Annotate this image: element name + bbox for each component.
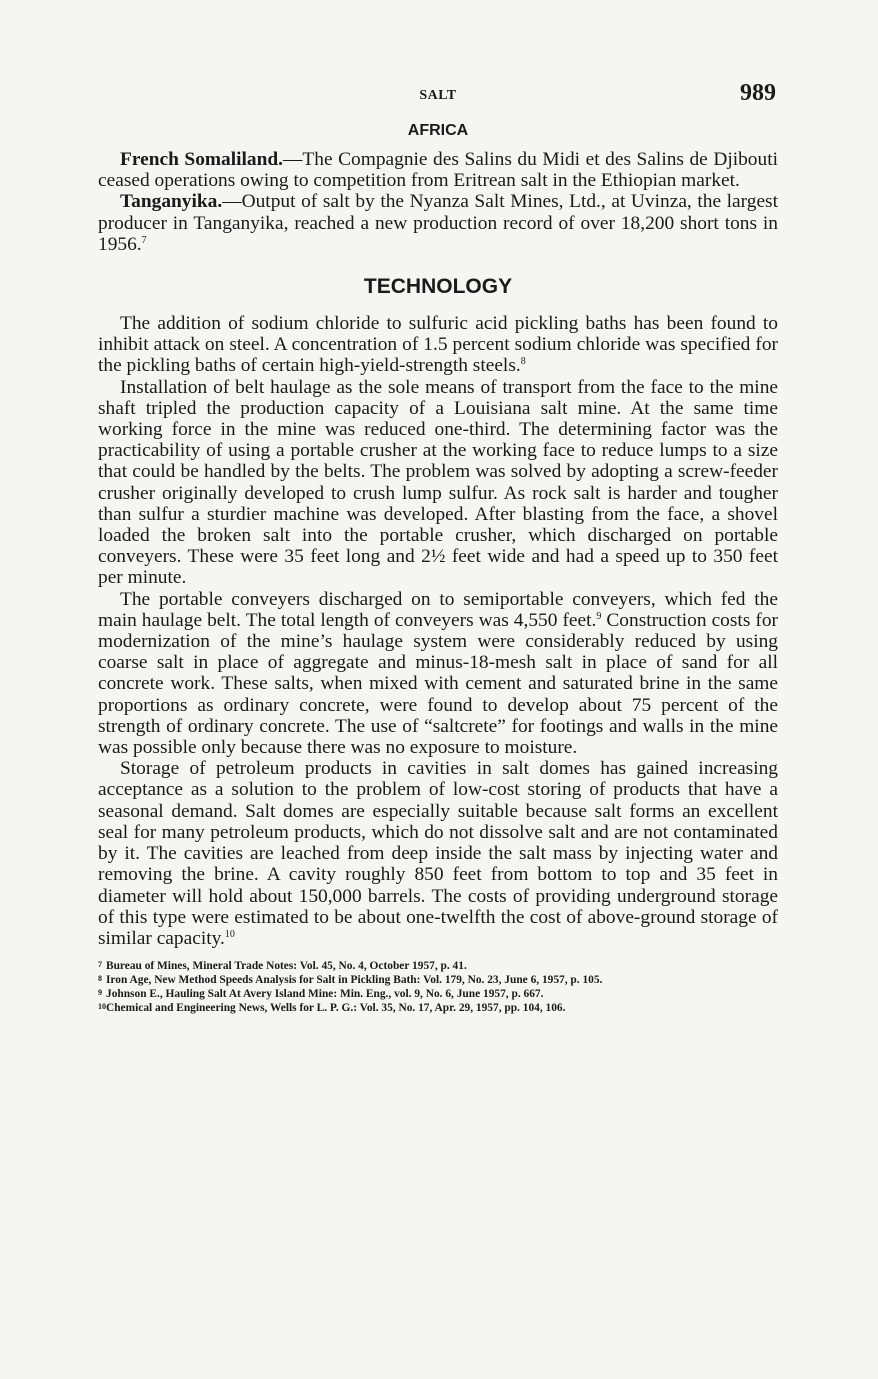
footnote-mark: 9 xyxy=(98,987,102,997)
footnote-mark: 8 xyxy=(98,973,102,983)
paragraph-lead: Tanganyika. xyxy=(120,191,223,213)
paragraph-pickling xyxy=(98,313,778,377)
footnote-reference: 9 xyxy=(596,610,602,622)
paragraph-text: The portable conveyers discharged on to semiportable conveyers, which fed the main haulage belt. The total length of conveyers was 4,550 feet. xyxy=(98,588,778,631)
footnote-reference: 10 xyxy=(224,928,235,940)
section-heading-africa: AFRICA xyxy=(407,122,469,139)
paragraph-french-somaliland xyxy=(98,149,778,191)
document-page xyxy=(98,80,778,1014)
page-number: 989 xyxy=(740,80,776,106)
paragraph-text: —The Compagnie des Salins du Midi et des Salins de Djibouti ceased operations owing to competition from Eritrean salt in the Ethiopian market. xyxy=(98,149,778,192)
running-title: SALT xyxy=(419,88,457,103)
footnote-mark: 7 xyxy=(98,960,102,970)
footnote-text: Iron Age, New Method Speeds Analysis for Salt in Pickling Bath: Vol. 179, No. 23, June 6, 1957, p. 105. xyxy=(106,973,603,986)
paragraph-lead: French Somaliland. xyxy=(120,149,284,170)
paragraph-text: —Output of salt by the Nyanza Salt Mines, Ltd., at Uvinza, the largest producer in Tanganyika, reached a new production record of over 18,200 short tons in 1956. xyxy=(98,191,778,255)
footnotes xyxy=(98,959,778,1014)
footnote-text: Chemical and Engineering News, Wells for L. P. G.: Vol. 35, No. 17, Apr. 29, 1957, pp. 104, 106. xyxy=(106,1001,566,1014)
footnote-text: Johnson E., Hauling Salt At Avery Island Mine: Min. Eng., vol. 9, No. 6, June 1957, p. 667. xyxy=(106,987,544,1000)
paragraph-tanganyika xyxy=(98,191,778,255)
footnote xyxy=(98,1001,778,1015)
section-heading-technology: TECHNOLOGY xyxy=(363,275,513,299)
paragraph-text-continued: Construction costs for modernization of the mine’s haulage system were considerably reduced by using coarse salt in place of aggregate and minus-18-mesh salt in place of sand for all concrete work. These salts, when mixed with cement and saturated brine in the same proportions as ordinary concrete, were found to develop about 75 percent of the strength of ordinary concrete. The use of “saltcrete” for footings and walls in the mine was possible only because there was no exposure to moisture. xyxy=(98,609,778,759)
footnote xyxy=(98,973,778,987)
paragraph-text: Installation of belt haulage as the sole means of transport from the face to the mine shaft tripled the production capacity of a Louisiana salt mine. At the same time working force in the mine was reduced one-third. The determining factor was the practicability of using a portable crusher at the working face to reduce lumps to a size that could be handled by the belts. The problem was solved by adopting a screw-feeder crusher originally developed to crush lump sulfur. As rock salt is harder and tougher than sulfur a sturdier machine was developed. After blasting from the face, a shovel loaded the broken salt into the portable crusher, which discharged on portable conveyers. These were 35 feet long and 2½ feet wide and had a speed up to 350 feet per minute. xyxy=(98,376,778,589)
running-head xyxy=(98,80,778,112)
paragraph-salt-dome-storage xyxy=(98,758,778,949)
footnote xyxy=(98,987,778,1001)
footnote-reference: 7 xyxy=(141,234,147,246)
paragraph-text: Storage of petroleum products in cavities in salt domes has gained increasing acceptance as a solution to the problem of low-cost storing of products that have a seasonal demand. Salt domes are especially suitable because salt forms an excellent seal for many petroleum products, which do not dissolve salt and are not contaminated by it. The cavities are leached from deep inside the salt mass by injecting water and removing the brine. A cavity roughly 850 feet from bottom to top and 35 feet in diameter will hold about 150,000 barrels. The costs of providing underground storage of this type were estimated to be about one-twelfth the cost of above-ground storage of similar capacity. xyxy=(98,758,778,949)
footnote-text: Bureau of Mines, Mineral Trade Notes: Vol. 45, No. 4, October 1957, p. 41. xyxy=(106,960,467,973)
footnote xyxy=(98,959,778,973)
paragraph-text: The addition of sodium chloride to sulfuric acid pickling baths has been found to inhibit attack on steel. A concentration of 1.5 percent sodium chloride was specified for the pickling baths of certain high-yield-strength steels. xyxy=(98,313,778,377)
paragraph-conveyers xyxy=(98,589,778,759)
paragraph-belt-haulage xyxy=(98,377,778,589)
footnote-mark: 10 xyxy=(98,1001,106,1011)
footnote-reference: 8 xyxy=(520,356,526,368)
